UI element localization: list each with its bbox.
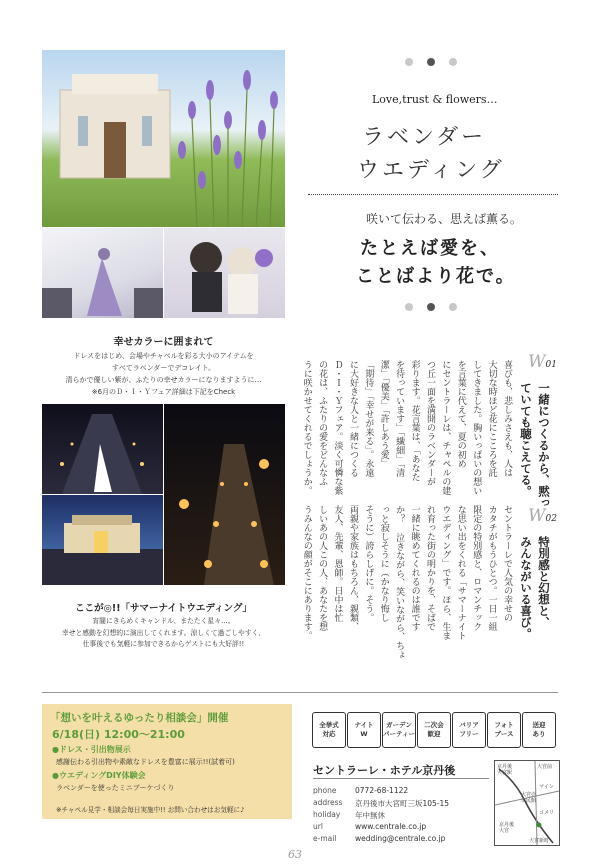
tag-all-ceremony: 全挙式 対応 xyxy=(312,712,346,748)
decor-dots-mid xyxy=(405,303,457,311)
night-aisle-photo xyxy=(42,404,163,494)
info-holiday-value: 年中無休 xyxy=(355,811,385,820)
event-item2-title: ●ウエディングDIY体験会 xyxy=(52,771,146,780)
colors-line1: ドレスをはじめ、会場やチャペルを彩る大小のアイテムを xyxy=(73,352,254,360)
night-heading: ここが◎!!「サマーナイトウエディング」 xyxy=(75,603,252,614)
point2-num xyxy=(528,506,557,526)
map-label-3: マイン xyxy=(539,784,554,790)
point2-num-value: 02 xyxy=(545,514,557,524)
info-holiday xyxy=(313,810,385,821)
map-label-2: 大宮前 xyxy=(537,764,553,770)
tag-afterparty: 二次会 歓迎 xyxy=(417,712,451,748)
point1-num-value: 01 xyxy=(545,360,557,370)
venue-underline xyxy=(313,778,489,779)
info-url-key: url xyxy=(313,822,323,831)
colors-line2: すべてラベンダーでデコレイト。 xyxy=(111,364,216,372)
tag-garden-party: ガーデン パーティー xyxy=(382,712,416,748)
colors-heading: 幸せカラーに囲まれて xyxy=(113,337,214,348)
colors-line4: ※6月のＤ・Ｉ・Ｙフェア詳細は下記をCheck xyxy=(91,388,236,396)
info-address-value: 京丹後市大宮町三坂105-15 xyxy=(355,799,450,808)
point1-heading-b: ていても聴こえてる。 xyxy=(519,382,533,497)
section-divider xyxy=(42,692,558,693)
map-label-0: 京丹後 xyxy=(497,764,513,770)
point2-heading-a: 特別感と幻想と、 xyxy=(537,536,551,628)
map-label-8: 大宮 xyxy=(499,828,510,834)
catch-line2: ことばより花で。 xyxy=(356,266,516,287)
info-email-value: wedding@centrale.co.jp xyxy=(355,834,446,843)
venue-name: セントラーレ・ホテル京丹後 xyxy=(313,764,456,777)
info-phone xyxy=(313,786,408,795)
map-label-1: 大宮駅 xyxy=(497,770,513,776)
title-line2: ウエディング xyxy=(357,158,505,183)
event-item1-desc: 感謝伝わる引出物や素敵なドレスを豊富に展示!!(試着可) xyxy=(56,758,235,766)
tag-barrier-free: バリア フリー xyxy=(452,712,486,748)
map-label-9: 大宮新町 xyxy=(529,838,550,844)
info-email xyxy=(313,834,445,843)
page-number: 63 xyxy=(288,848,302,861)
night-line2: 幸せと感動を幻想的に演出してくれます。涼しくて過ごしやすく、 xyxy=(61,628,266,637)
map-label-5: 市民館 xyxy=(521,798,537,804)
tag-night-wedding: ナイト W xyxy=(347,712,381,748)
catch-line1: たとえば愛を、 xyxy=(360,238,500,259)
info-phone-value: 0772-68-1122 xyxy=(355,786,409,795)
event-title: 「想いを叶えるゆったり相談会」開催 xyxy=(50,712,229,724)
dotted-divider xyxy=(308,194,558,195)
bear-couple-photo xyxy=(164,228,285,318)
chapel-night-exterior-photo xyxy=(42,495,163,585)
decor-dots-top xyxy=(405,58,457,66)
point2-body: セントラーレで人気の幸せの カタチがもうひとつ。一日一組 限定の特別感と、ロマンチック な思い出をくれる「サマーナイト ウエディング」です。ほら、生ま れ育った街の明かりを、そばで 一緒に眺めてくれるのは誰です か？ 泣きながら、笑いながら、ちょ っと寂しそうに（かなり悔し そうに）誇らしげに。そう。 両親や家族はもちろん、親類、 友人、先輩、恩師。日中は忙 しいあの人この人、あなたを想 うみんなの顔がそこにあります。 xyxy=(301,505,512,659)
candle-path-photo xyxy=(164,404,285,585)
info-url xyxy=(313,822,426,831)
chapel-illustration xyxy=(42,50,285,227)
info-holiday-key: holiday xyxy=(313,810,341,819)
colors-line3: 清らかで優しい紫が、ふたりの幸せカラーになりますように… xyxy=(65,376,262,384)
event-item2-desc: ラベンダーを使ったミニブーケづくり xyxy=(56,784,175,792)
chapel-interior-dress-photo xyxy=(42,228,163,318)
night-desc xyxy=(42,616,285,651)
point1-body: 喜びも、悲しみさえも、人は 大切な時ほど花にこころを託 してきました。胸いっぱいの想い を言葉に代えて、夏の初め にセントラーレは、チャペルの建 つ丘一面を満開のラベンダーが 彩ります。花言葉は、「あなた を待っています」「繊細」「清 潔」「優美」「許しあう愛」 「期待」「幸せが来る」。永遠 に大好きな人と一緒につくる Ｄ・Ｉ・Ｙフェア。淡く可憐な紫 の花は、ふたりの愛をどんなふ うに咲かせてくれるでしょうか。 xyxy=(301,360,512,495)
access-map xyxy=(494,760,560,846)
info-email-key: e-mail xyxy=(313,834,337,843)
chapel-lavender-photo xyxy=(42,50,285,227)
event-item1-title: ●ドレス・引出物展示 xyxy=(52,745,131,754)
event-note: ※チャペル見学・相談会毎日実施中!! お問い合わせはお気軽に♪ xyxy=(56,806,245,814)
colors-desc xyxy=(42,350,285,398)
tagline: Love,trust & flowers… xyxy=(372,93,498,106)
point1-heading-a: 一緒につくるから、黙っ xyxy=(537,382,551,509)
point1-num xyxy=(528,352,557,372)
info-address xyxy=(313,798,449,809)
subcopy: 咲いて伝わる、思えば薫る。 xyxy=(366,212,523,226)
map-label-6: コメリ xyxy=(539,810,555,816)
night-line3: 仕事後でも気軽に参加できるからゲストにも大好評!! xyxy=(82,640,245,648)
night-line1: 宵闇にきらめくキャンドル、またたく星々…。 xyxy=(92,617,235,625)
info-phone-key: phone xyxy=(313,786,337,795)
point2-heading-b: みんながいる喜び。 xyxy=(519,536,533,640)
event-box xyxy=(42,704,292,819)
map-label-7: 京丹後 xyxy=(499,822,515,828)
title-line1: ラベンダー xyxy=(362,125,487,150)
point2-w: W xyxy=(528,506,546,526)
map-label-4: 大宮売 xyxy=(521,792,537,798)
tag-photo-booth: フォト ブース xyxy=(487,712,521,748)
event-date: 6/18(日) 12:00～21:00 xyxy=(52,728,185,741)
info-address-key: address xyxy=(313,798,343,807)
point1-w: W xyxy=(528,352,546,372)
tag-shuttle: 送迎 あり xyxy=(522,712,556,748)
info-url-value: www.centrale.co.jp xyxy=(355,822,427,831)
